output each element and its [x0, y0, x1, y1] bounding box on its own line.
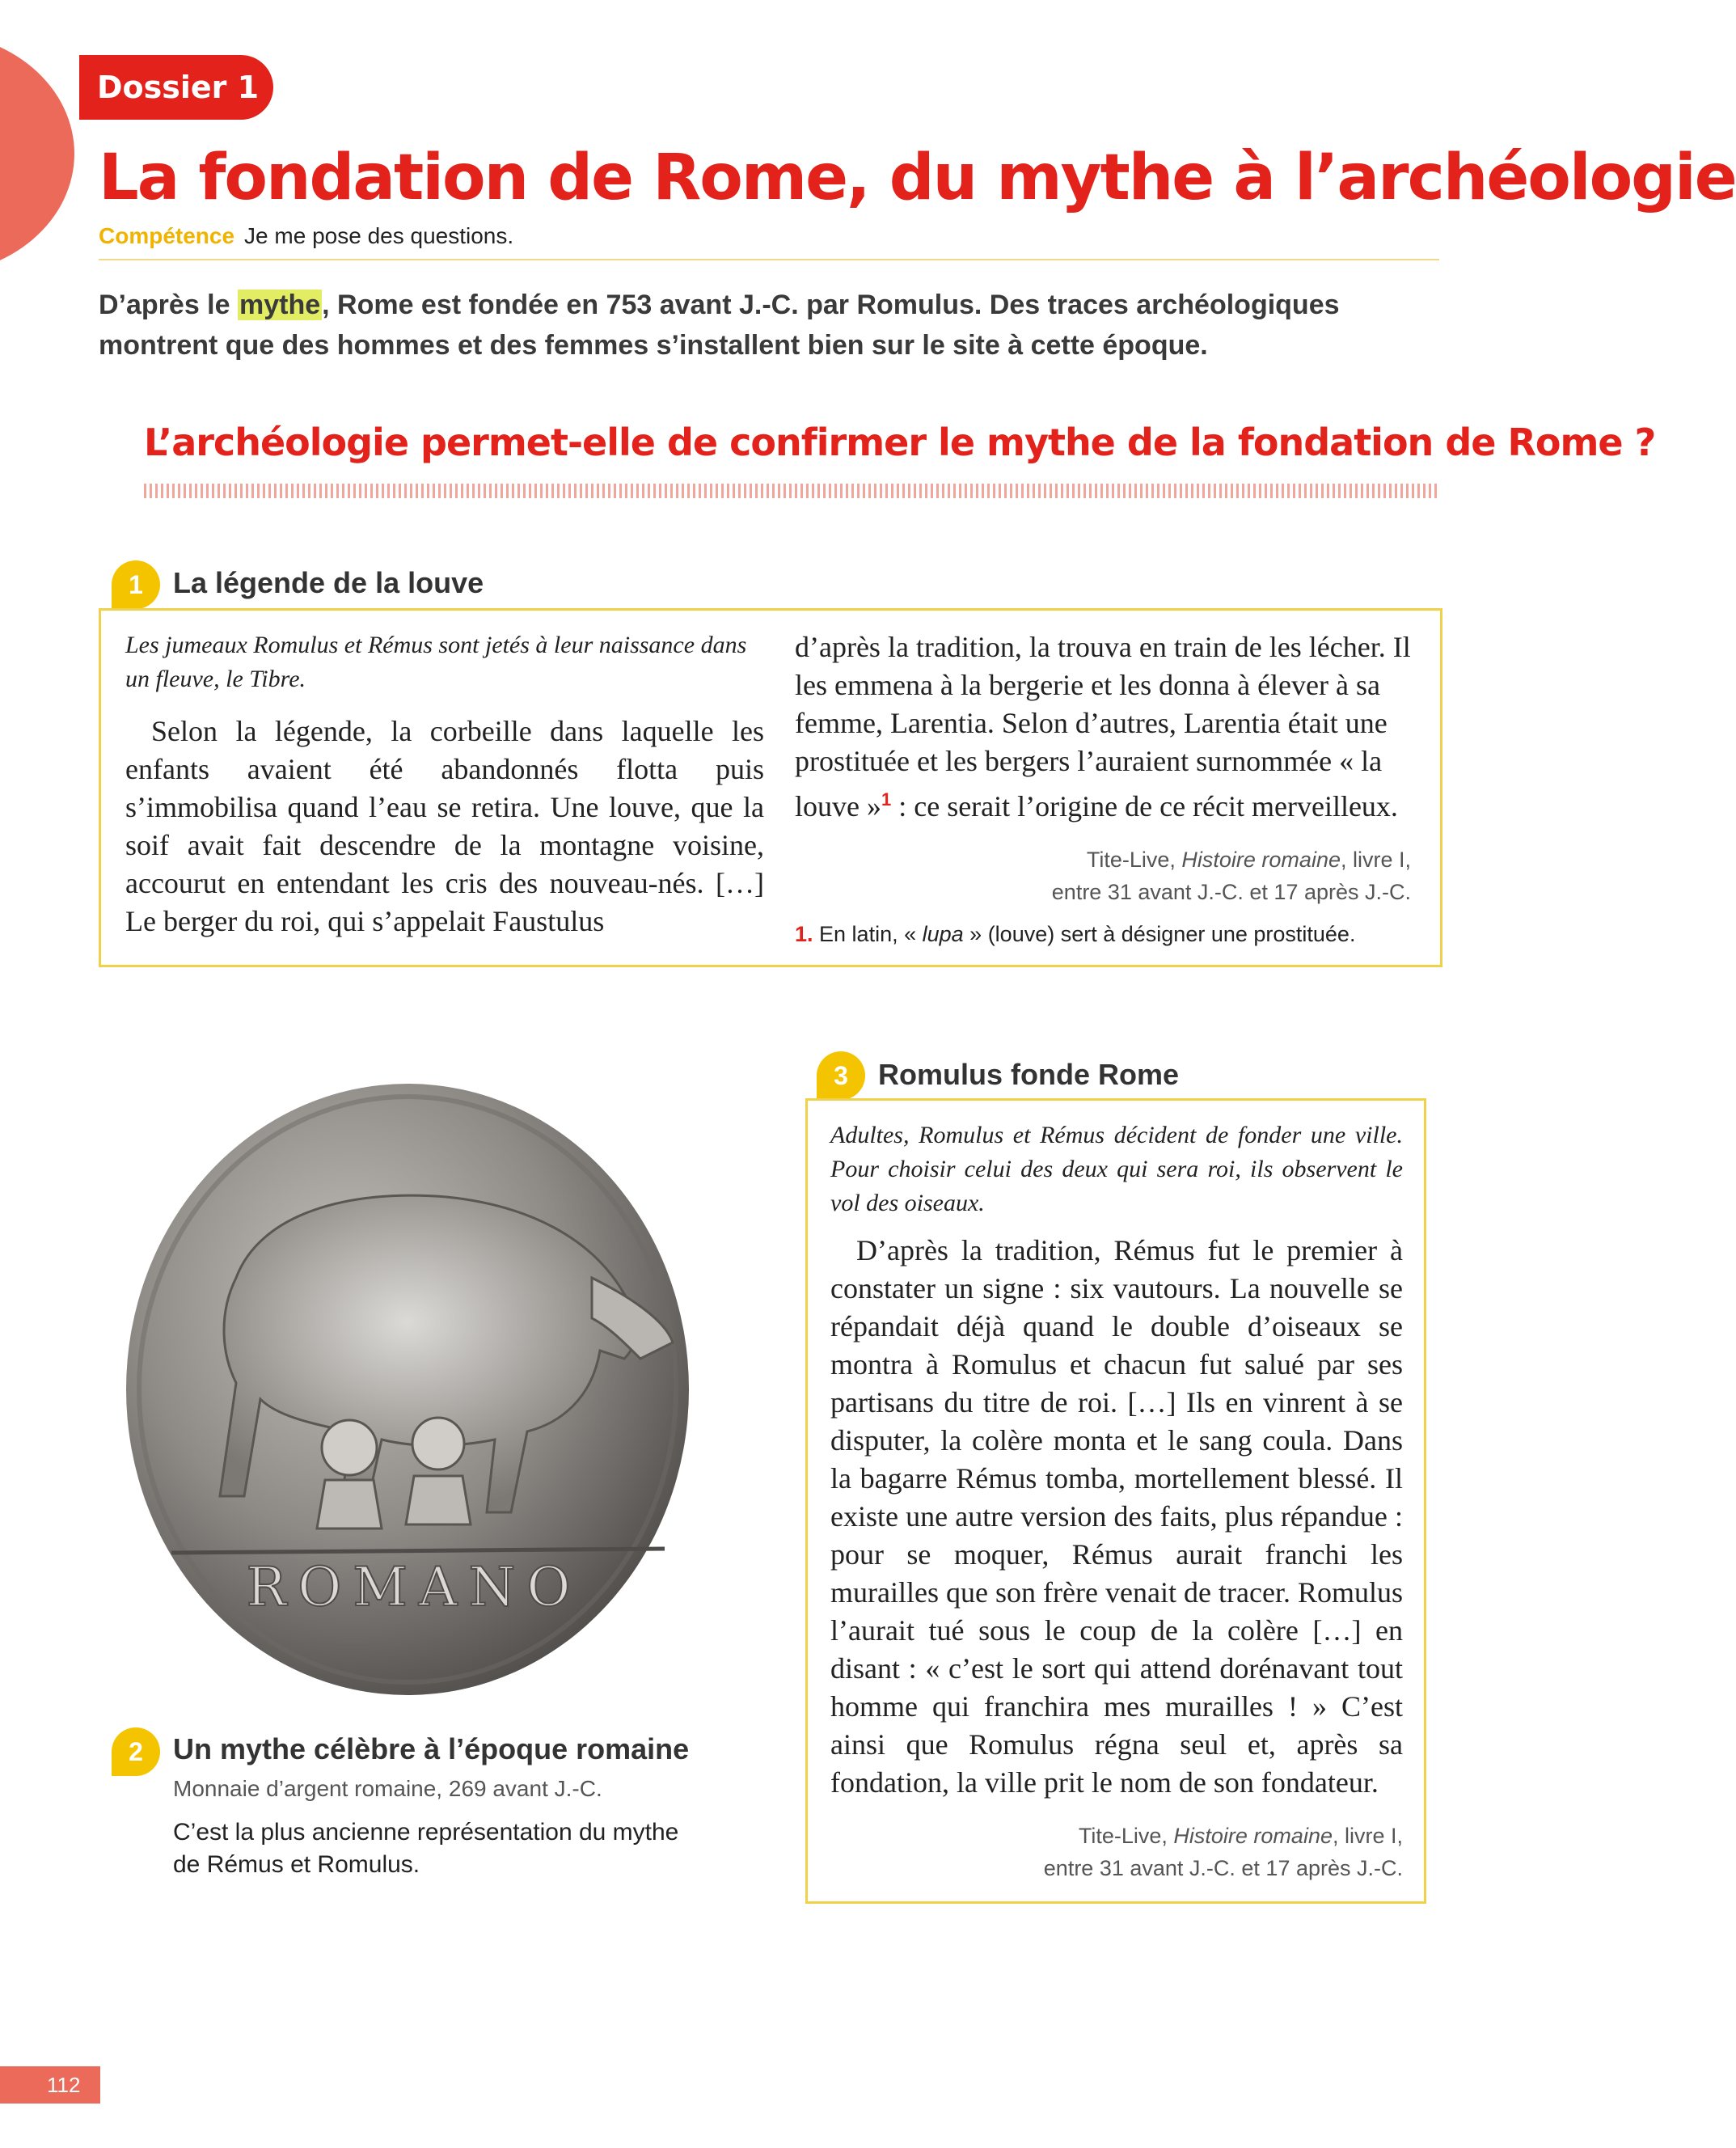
glossary-keyword-mythe[interactable]: mythe [239, 290, 321, 320]
header-divider [99, 259, 1439, 260]
doc3-intro: Adultes, Romulus et Rémus décident de fonder une ville. Pour choisir celui des deux qui sera roi, ils observent le vol des oiseaux. [830, 1122, 1403, 1216]
doc1-footnote-word: lupa [922, 922, 964, 946]
doc1-source [795, 844, 1411, 908]
intro-text-start: D’après le [99, 290, 238, 320]
doc1-source-date: entre 31 avant J.-C. et 17 après J.-C. [1051, 880, 1411, 904]
doc1-source-author: Tite-Live, [1086, 848, 1182, 872]
doc3-source-line1 [830, 1820, 1403, 1852]
doc1-title: La légende de la louve [173, 566, 484, 599]
doc1-text-right-main: d’après la tradition, la trouva en train de les lécher. Il les emmena à la bergerie et les donna à élever à sa femme, Larentia. Selon d’autres, Larentia était une prostituée et les bergers l’auraient surnommée « la louve » [795, 631, 1411, 822]
doc1-number-badge: 1 [112, 560, 160, 609]
competence-text: Je me pose des questions. [244, 223, 514, 248]
doc1-text-right-end: : ce serait l’origine de ce récit merveilleux. [891, 790, 1398, 822]
doc3-source-author: Tite-Live, [1078, 1824, 1174, 1848]
doc3-column [830, 1118, 1403, 1884]
doc3-text: D’après la tradition, Rémus fut le premier à constater un signe : six vautours. La nouvelle se répandait déjà quand le double d’oiseaux se montra à Romulus et chacun fut salué par ses partisans du titre de roi. […] Ils en vinrent à se disputer, la colère monta et le sang coula. Dans la bagarre Rémus tomba, mortellement blessé. Il existe une autre version des faits, plus répandue : pour se moquer, Rémus aurait franchi les murailles que son frère venait de tracer. Romulus l’aurait tué sous le coup de la colère […] en disant : « c’est le sort qui attend dorénavant tout homme qui franchira mes murailles ! » C’est ainsi que Romulus régna seul et, après sa fondation, la ville prit le nom de son fondateur. [830, 1234, 1403, 1799]
dossier-tag: Dossier 1 [79, 55, 273, 120]
doc2-title: Un mythe célèbre à l’époque romaine [173, 1732, 690, 1765]
problem-question: L’archéologie permet-elle de confirmer le mythe de la fondation de Rome ? [144, 421, 1656, 464]
doc2-subtitle: Monnaie d’argent romaine, 269 avant J.-C. [173, 1776, 602, 1801]
doc1-footnote-ref: 1 [881, 789, 892, 810]
doc3-source [830, 1820, 1403, 1884]
doc1-intro: Les jumeaux Romulus et Rémus sont jetés à leur naissance dans un fleuve, le Tibre. [125, 632, 747, 692]
intro-text-end: , Rome est fondée en 753 avant J.-C. par Romulus. Des traces archéologiques montrent que des hommes et des femmes s’installent bien sur le site à cette époque. [99, 290, 1340, 361]
competence-label: Compétence [99, 223, 235, 248]
doc1-source-rest: , livre I, [1340, 848, 1411, 872]
doc3-source-work: Histoire romaine [1173, 1824, 1333, 1848]
doc1-footnote [795, 918, 1411, 950]
doc3-title: Romulus fonde Rome [878, 1058, 1180, 1091]
doc1-footnote-text-end: » (louve) sert à désigner une prostituée. [963, 922, 1356, 946]
doc1-text-left: Selon la légende, la corbeille dans laquelle les enfants avaient été abandonnés flotta puis s’immobilisa quand l’eau se retira. Une louve, que la soif avait fait descendre de la montagne voisine, accourut en entendant les cris des nouveau-nés. […] Le berger du roi, qui s’appelait Faustulus [125, 715, 764, 937]
doc1-source-work: Histoire romaine [1181, 848, 1341, 872]
doc2-number-badge: 2 [112, 1727, 160, 1776]
doc3-box [805, 1098, 1426, 1904]
intro-paragraph [99, 285, 1441, 366]
roman-silver-coin-image [107, 1076, 713, 1706]
page-number: 112 [0, 2066, 100, 2104]
competence-line [99, 223, 513, 249]
doc1-text-right [795, 628, 1411, 826]
doc3-number-badge: 3 [817, 1051, 865, 1100]
doc3-source-date: entre 31 avant J.-C. et 17 après J.-C. [1043, 1856, 1403, 1880]
doc1-left-column [125, 628, 764, 941]
doc1-footnote-text-start: En latin, « [813, 922, 923, 946]
doc1-source-line1 [795, 844, 1411, 876]
corner-decoration [0, 32, 74, 275]
doc1-box [99, 608, 1442, 967]
coin-inscription: ROMANO [246, 1556, 582, 1618]
doc1-right-column [795, 628, 1411, 950]
doc1-footnote-number: 1. [795, 922, 813, 946]
doc3-source-rest: , livre I, [1332, 1824, 1403, 1848]
hatched-divider [144, 484, 1438, 498]
doc2-caption: C’est la plus ancienne représentation du mythe de Rémus et Romulus. [173, 1819, 679, 1878]
page-title: La fondation de Rome, du mythe à l’archéologie [99, 142, 1736, 214]
